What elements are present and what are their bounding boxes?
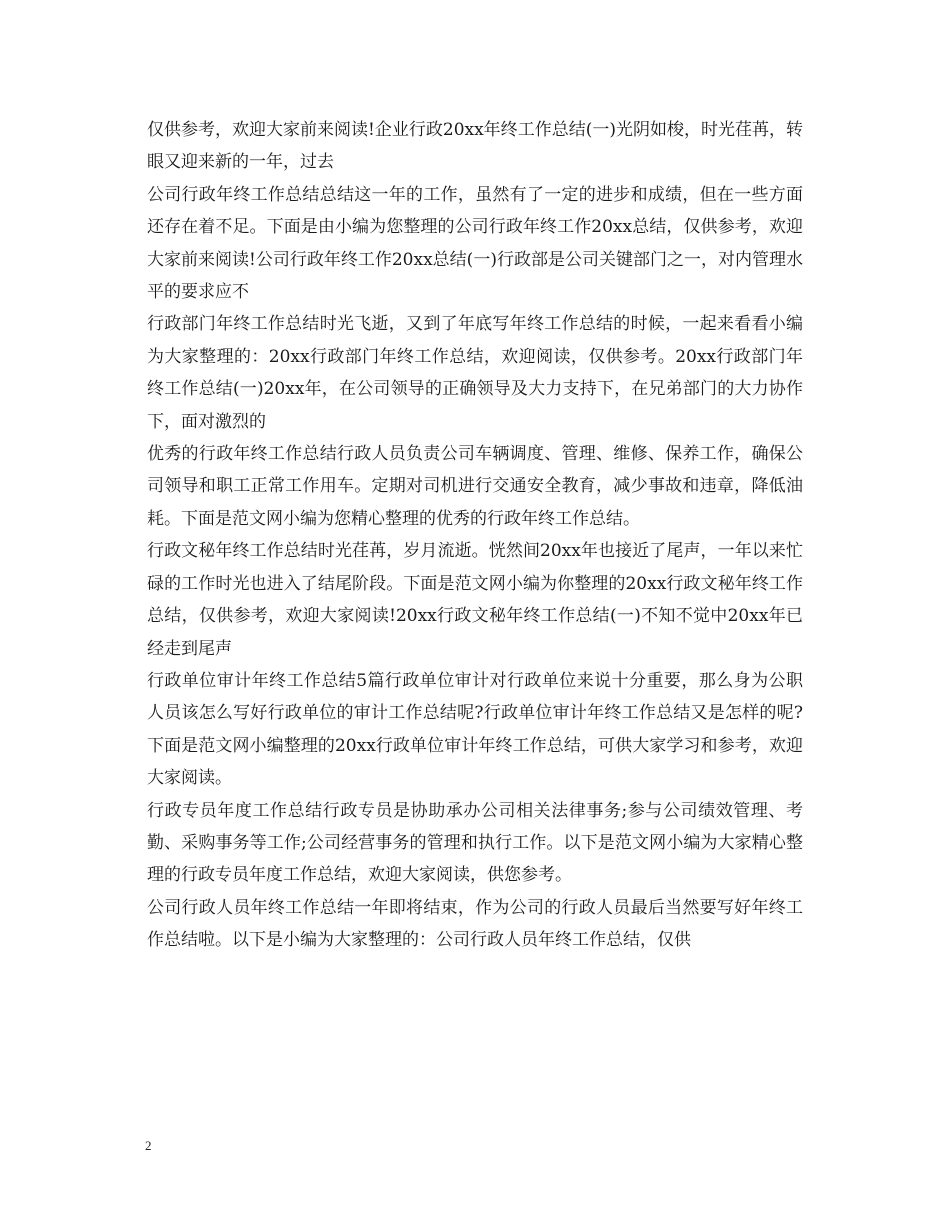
paragraph-8: 公司行政人员年终工作总结一年即将结束，作为公司的行政人员最后当然要写好年终工作总结啦。以下是小编为大家整理的：公司行政人员年终工作总结，仅供	[147, 897, 803, 951]
paragraph-2: 公司行政年终工作总结总结这一年的工作，虽然有了一定的进步和成绩，但在一些方面还存在着不足。下面是由小编为您整理的公司行政年终工作20xx总结，仅供参考，欢迎大家前来阅读!公司行政年终工作20xx总结(一)行政部是公司关键部门之一，对内管理水平的要求应不	[147, 184, 803, 303]
paragraph-7: 行政专员年度工作总结行政专员是协助承办公司相关法律事务;参与公司绩效管理、考勤、采购事务等工作;公司经营事务的管理和执行工作。以下是范文网小编为大家精心整理的行政专员年度工作总结，欢迎大家阅读，供您参考。	[147, 800, 803, 886]
paragraph-1: 仅供参考，欢迎大家前来阅读!企业行政20xx年终工作总结(一)光阴如梭，时光荏苒，转眼又迎来新的一年，过去	[147, 120, 803, 173]
document-body	[147, 114, 803, 957]
paragraph-3: 行政部门年终工作总结时光飞逝，又到了年底写年终工作总结的时候，一起来看看小编为大家整理的：20xx行政部门年终工作总结，欢迎阅读，仅供参考。20xx行政部门年终工作总结(一)20xx年，在公司领导的正确领导及大力支持下，在兄弟部门的大力协作下，面对激烈的	[147, 314, 803, 432]
paragraph-6: 行政单位审计年终工作总结5篇行政单位审计对行政单位来说十分重要，那么身为公职人员该怎么写好行政单位的审计工作总结呢?行政单位审计年终工作总结又是怎样的呢?下面是范文网小编整理的20xx行政单位审计年终工作总结，可供大家学习和参考，欢迎大家阅读。	[147, 670, 803, 789]
paragraph-4: 优秀的行政年终工作总结行政人员负责公司车辆调度、管理、维修、保养工作，确保公司领导和职工正常工作用车。定期对司机进行交通安全教育，减少事故和违章，降低油耗。下面是范文网小编为您精心整理的优秀的行政年终工作总结。	[147, 444, 803, 529]
page-number: 2	[145, 1138, 152, 1153]
paragraph-5: 行政文秘年终工作总结时光荏苒，岁月流逝。恍然间20xx年也接近了尾声，一年以来忙碌的工作时光也进入了结尾阶段。下面是范文网小编为你整理的20xx行政文秘年终工作总结，仅供参考，欢迎大家阅读!20xx行政文秘年终工作总结(一)不知不觉中20xx年已经走到尾声	[147, 541, 803, 659]
